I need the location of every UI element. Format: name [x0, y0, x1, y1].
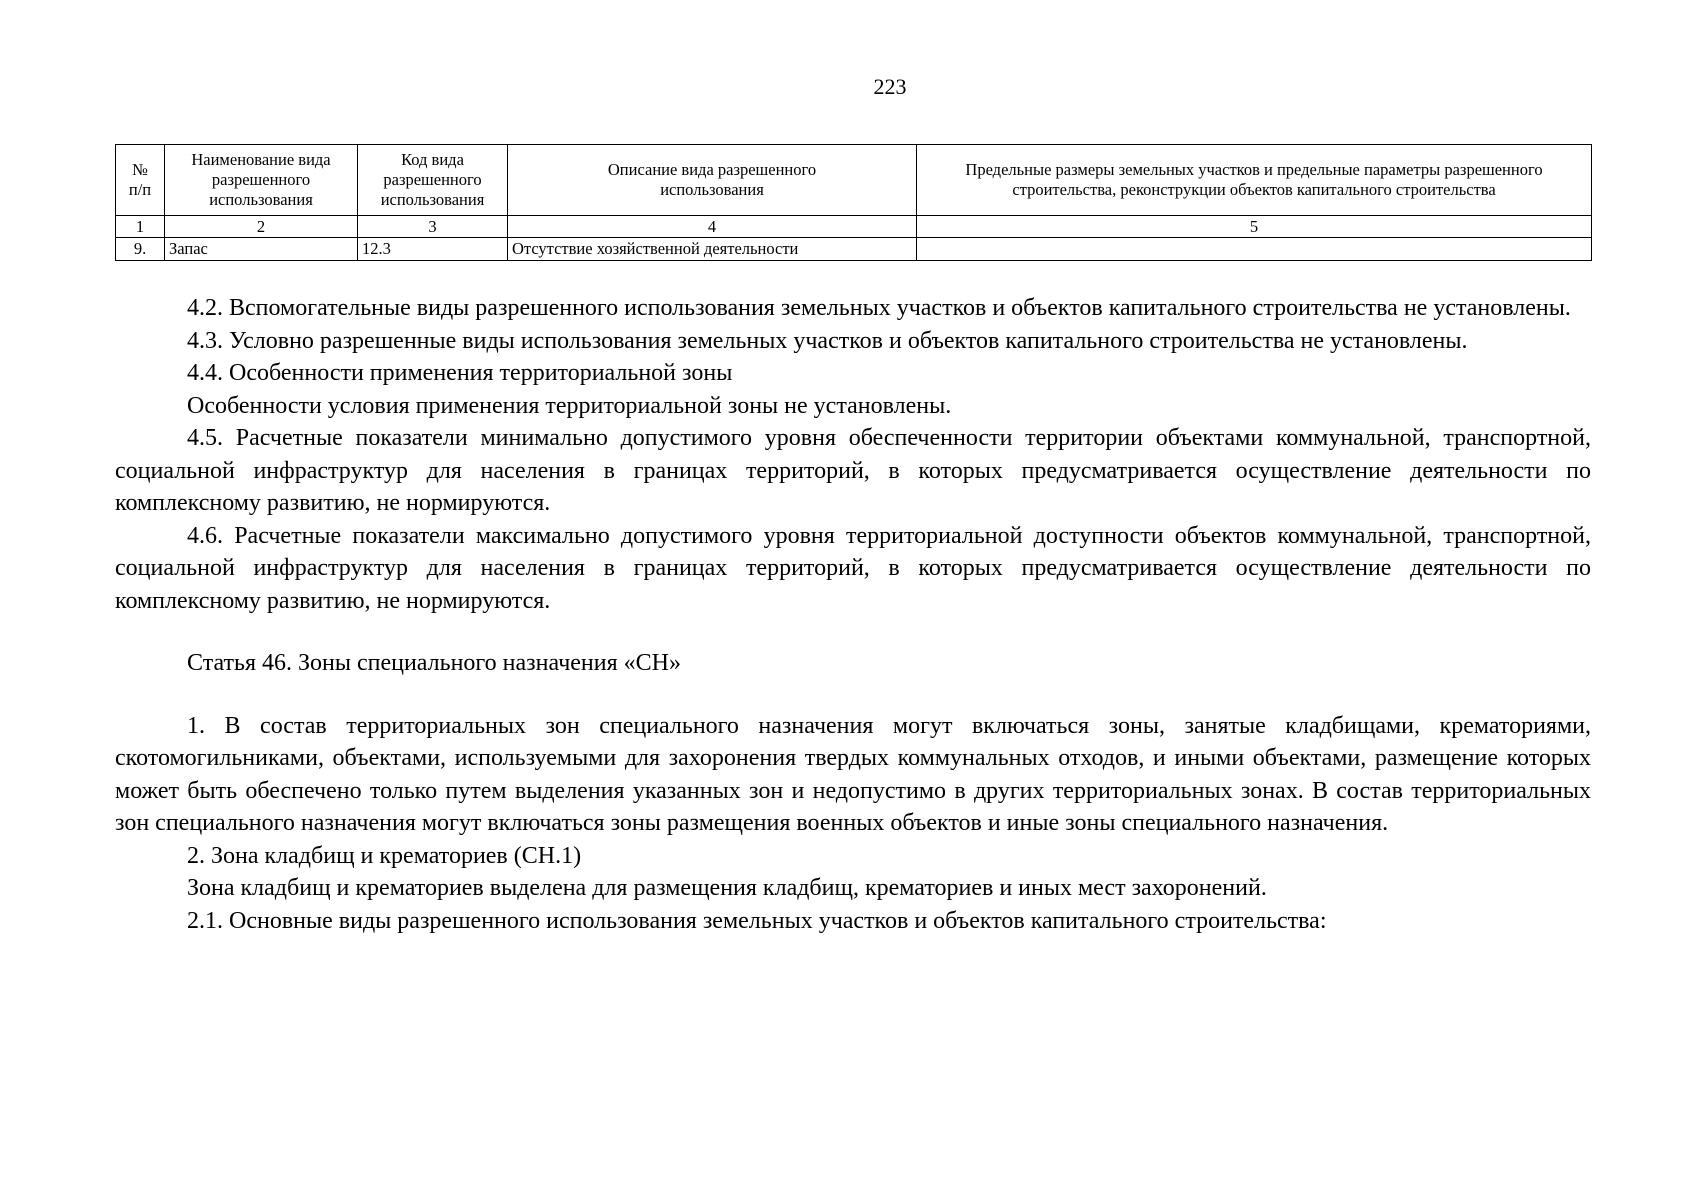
paragraph-4-2: 4.2. Вспомогательные виды разрешенного использования земельных участков и объектов капитального строительства не установлены.: [187, 295, 1571, 321]
column-number: 1: [116, 216, 165, 238]
column-number-row: [116, 216, 1592, 238]
header-use-description: Описание вида разрешенного использования: [508, 145, 917, 216]
column-number: 3: [358, 216, 508, 238]
permitted-use-table: [115, 144, 1592, 261]
header-number: № п/п: [116, 145, 165, 216]
page-number: 223: [873, 74, 907, 99]
table-header-row: [116, 145, 1592, 216]
row-use-code: 12.3: [358, 238, 508, 261]
row-number: 9.: [116, 238, 165, 261]
header-limit-parameters: Предельные размеры земельных участков и предельные параметры разрешенного строительства, реконструкции объектов капитального строительства: [917, 145, 1592, 216]
header-use-code: Код вида разрешенного использования: [358, 145, 508, 216]
paragraph-4-6: 4.6. Расчетные показатели максимально допустимого уровня территориальной доступности объектов коммунальной, транспортной, социальной инфраструктур для населения в границах территорий, в которых предусматривается осуществление деятельности по комплексному развитию, не нормируются.: [115, 522, 1591, 614]
article-46-heading: Статья 46. Зоны специального назначения «СН»: [187, 650, 681, 676]
article-46-paragraph-1: 1. В состав территориальных зон специального назначения могут включаться зоны, занятые кладбищами, крематориями, скотомогильниками, объектами, используемыми для захоронения твердых коммунальных отходов, и иными объектами, размещение которых может быть обеспечено только путем выделения указанных зон и недопустимо в других территориальных зонах. В состав территориальных зон специального назначения могут включаться зоны размещения военных объектов и иные зоны специального назначения.: [115, 712, 1591, 836]
column-number: 4: [508, 216, 917, 238]
row-use-description: Отсутствие хозяйственной деятельности: [508, 238, 917, 261]
column-number: 2: [165, 216, 358, 238]
paragraph-4-4-text: Особенности условия применения территориальной зоны не установлены.: [187, 392, 952, 419]
article-46-paragraph-2-text: Зона кладбищ и крематориев выделена для размещения кладбищ, крематориев и иных мест захоронений.: [187, 875, 1267, 901]
row-use-name: Запас: [165, 238, 358, 261]
paragraph-4-5: 4.5. Расчетные показатели минимально допустимого уровня обеспеченности территории объектами коммунальной, транспортной, социальной инфраструктур для населения в границах территорий, в которых предусматривается осуществление деятельности по комплексному развитию, не нормируются.: [115, 425, 1591, 516]
article-46-paragraph-2: 2. Зона кладбищ и крематориев (СН.1): [187, 842, 582, 869]
article-46-paragraph-2-1: 2.1. Основные виды разрешенного использования земельных участков и объектов капитального строительства:: [187, 907, 1327, 934]
paragraph-4-3: 4.3. Условно разрешенные виды использования земельных участков и объектов капитального строительства не установлены.: [187, 327, 1468, 354]
header-use-name: Наименование вида разрешенного использования: [165, 145, 358, 216]
paragraph-4-4: 4.4. Особенности применения территориальной зоны: [187, 360, 733, 386]
document-body: [115, 292, 1591, 937]
column-number: 5: [917, 216, 1592, 238]
table-row: [116, 238, 1592, 261]
row-limit-parameters: [917, 238, 1592, 261]
